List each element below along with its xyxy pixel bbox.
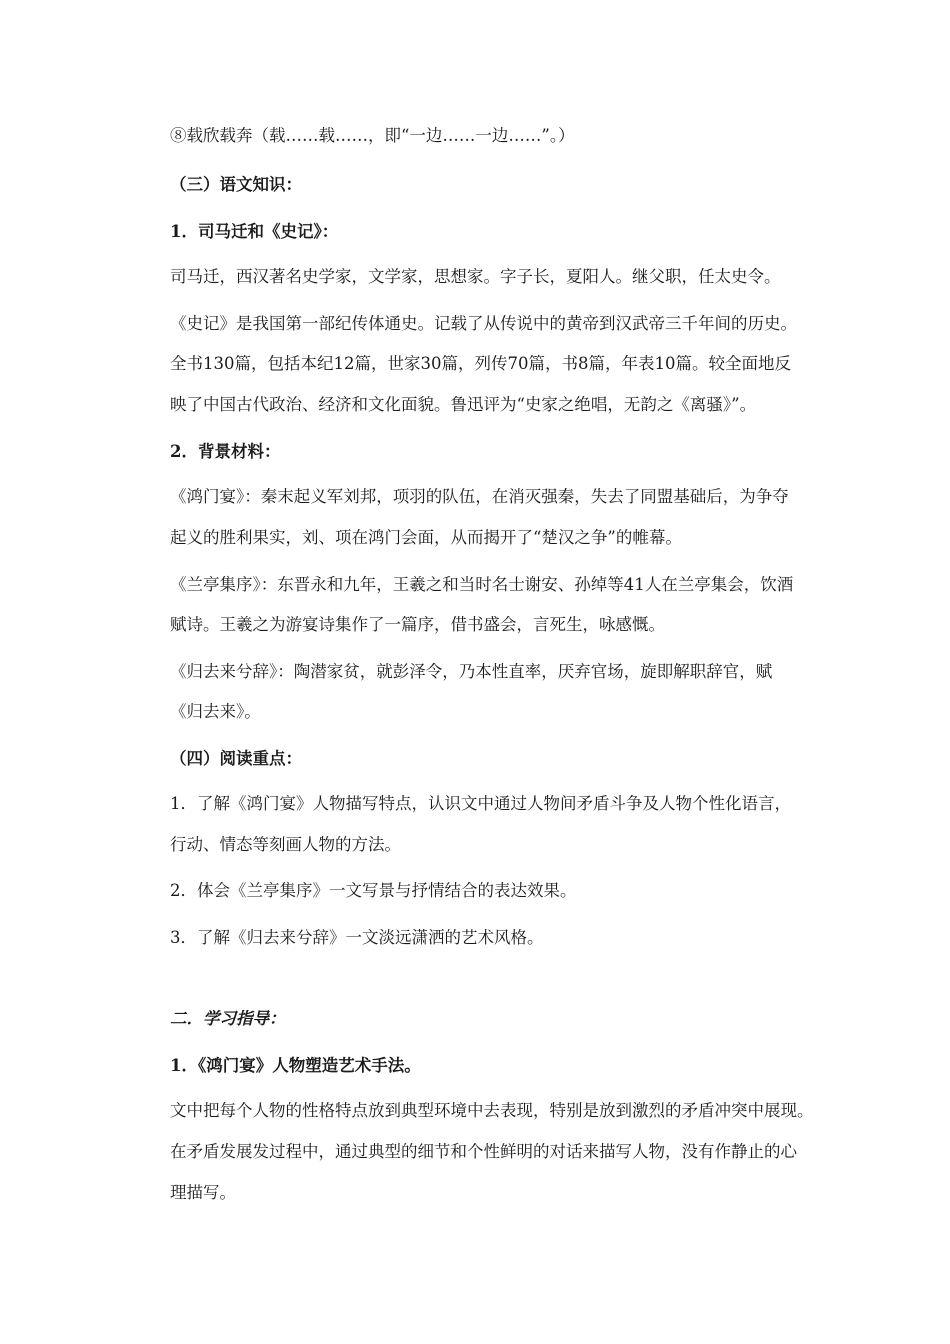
- text-line: 《归去来》。: [170, 702, 261, 721]
- text-line: 3．了解《归去来兮辞》一文淡远潇洒的艺术风格。: [170, 928, 544, 947]
- section-heading: （四）阅读重点：: [170, 749, 302, 768]
- text-line: 2．体会《兰亭集序》一文写景与抒情结合的表达效果。: [170, 881, 577, 900]
- text-line: 理描写。: [170, 1183, 236, 1202]
- text-line: 全书130篇，包括本纪12篇，世家30篇，列传70篇，书8篇，年表10篇。较全面地反: [170, 354, 791, 373]
- text-line: ⑧载欣载奔（载……载……，即“一边……一边……”。）: [170, 126, 575, 145]
- subsection-heading: 2．背景材料：: [170, 442, 281, 461]
- chapter-heading: 二．学习指导：: [170, 1009, 286, 1028]
- text-line: 1．了解《鸿门宴》人物描写特点，认识文中通过人物间矛盾斗争及人物个性化语言，: [170, 794, 791, 813]
- text-line: 起义的胜利果实，刘、项在鸿门会面，从而揭开了“楚汉之争”的帷幕。: [170, 528, 682, 547]
- text-line: 司马迁，西汉著名史学家，文学家，思想家。字子长，夏阳人。继父职，任太史令。: [170, 267, 781, 286]
- text-line: 行动、情态等刻画人物的方法。: [170, 835, 401, 854]
- subsection-heading: 1．司马迁和《史记》：: [170, 222, 339, 241]
- text-line: 在矛盾发展发过程中，通过典型的细节和个性鲜明的对话来描写人物，没有作静止的心: [170, 1142, 797, 1161]
- text-line: 《史记》是我国第一部纪传体通史。记载了从传说中的黄帝到汉武帝三千年间的历史。: [170, 314, 797, 333]
- text-line: 映了中国古代政治、经济和文化面貌。鲁迅评为“史家之绝唱，无韵之《离骚》”。: [170, 395, 757, 414]
- text-line: 文中把每个人物的性格特点放到典型环境中去表现，特别是放到激烈的矛盾冲突中展现。: [170, 1101, 814, 1120]
- text-line: 《归去来兮辞》：陶潜家贫，就彭泽令，乃本性直率，厌弃官场，旋即解职辞官，赋: [170, 662, 773, 681]
- section-heading: （三）语文知识：: [170, 175, 302, 194]
- text-line: 《鸿门宴》：秦末起义军刘邦，项羽的队伍，在消灭强秦，失去了同盟基础后，为争夺: [170, 487, 789, 506]
- subsection-heading: 1．《鸿门宴》人物塑造艺术手法。: [170, 1056, 421, 1075]
- text-line: 赋诗。王羲之为游宴诗集作了一篇序，借书盛会，言死生，咏感慨。: [170, 615, 665, 634]
- text-line: 《兰亭集序》：东晋永和九年，王羲之和当时名士谢安、孙绰等41人在兰亭集会，饮酒: [170, 575, 794, 594]
